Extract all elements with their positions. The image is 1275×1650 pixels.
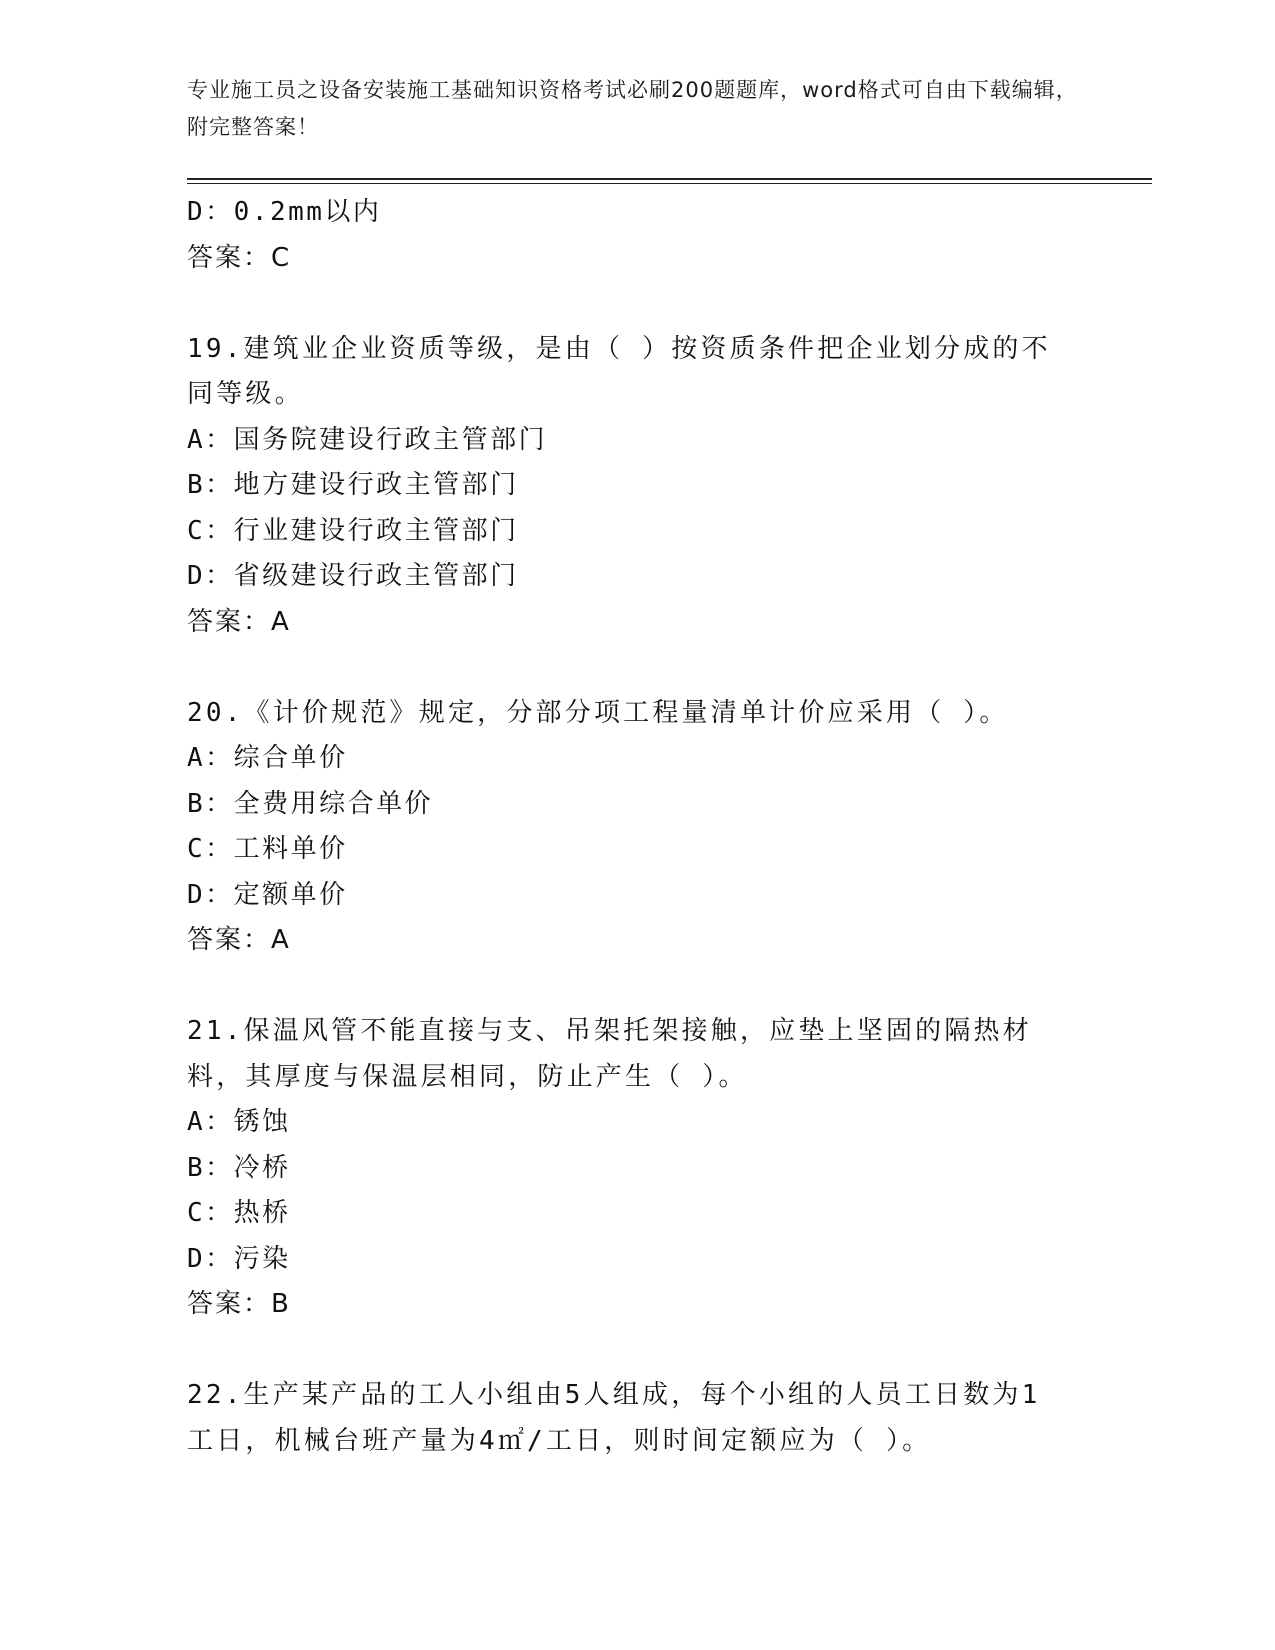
question-20 [187, 691, 1087, 964]
header-divider-thick [187, 178, 1152, 180]
option-a: A：国务院建设行政主管部门 [187, 424, 548, 455]
spacer [187, 281, 1087, 327]
question-22 [187, 1373, 1087, 1464]
question-19 [187, 327, 1087, 646]
spacer [187, 645, 1087, 691]
question-stem: 22.生产某产品的工人小组由5人组成，每个小组的人员工日数为1工日，机械台班产量为4㎡/工日，则时间定额应为（ ）。 [187, 1380, 1041, 1456]
spacer [187, 1328, 1087, 1374]
option-b: B：冷桥 [187, 1152, 291, 1183]
option-a: A：综合单价 [187, 743, 348, 773]
option-d: D：污染 [187, 1243, 291, 1274]
question-answer: 答案：A [187, 925, 291, 955]
question-answer: 答案：B [187, 1289, 291, 1319]
question-stem: 21.保温风管不能直接与支、吊架托架接触，应垫上坚固的隔热材料，其厚度与保温层相同，防止产生（ ）。 [187, 1016, 1032, 1092]
prev-option-d: D：0.2mm以内 [187, 197, 382, 227]
option-d: D：定额单价 [187, 879, 348, 910]
spacer [187, 964, 1087, 1010]
question-21 [187, 1009, 1087, 1328]
question-content [187, 190, 1087, 1464]
option-c: C：热桥 [187, 1198, 291, 1228]
option-c: C：工料单价 [187, 834, 348, 864]
option-d: D：省级建设行政主管部门 [187, 561, 519, 591]
option-b: B：全费用综合单价 [187, 788, 434, 819]
prev-answer: 答案：C [187, 242, 292, 273]
document-header: 专业施工员之设备安装施工基础知识资格考试必刷200题题库，word格式可自由下载编辑，附完整答案！ [187, 78, 1078, 139]
question-stem: 19.建筑业企业资质等级，是由（ ）按资质条件把企业划分成的不同等级。 [187, 333, 1051, 409]
option-b: B：地方建设行政主管部门 [187, 470, 519, 500]
header-divider-thin [187, 183, 1152, 184]
option-c: C：行业建设行政主管部门 [187, 515, 519, 546]
option-a: A：锈蚀 [187, 1107, 291, 1137]
question-answer: 答案：A [187, 606, 291, 637]
question-stem: 20.《计价规范》规定，分部分项工程量清单计价应采用（ ）。 [187, 697, 1009, 728]
